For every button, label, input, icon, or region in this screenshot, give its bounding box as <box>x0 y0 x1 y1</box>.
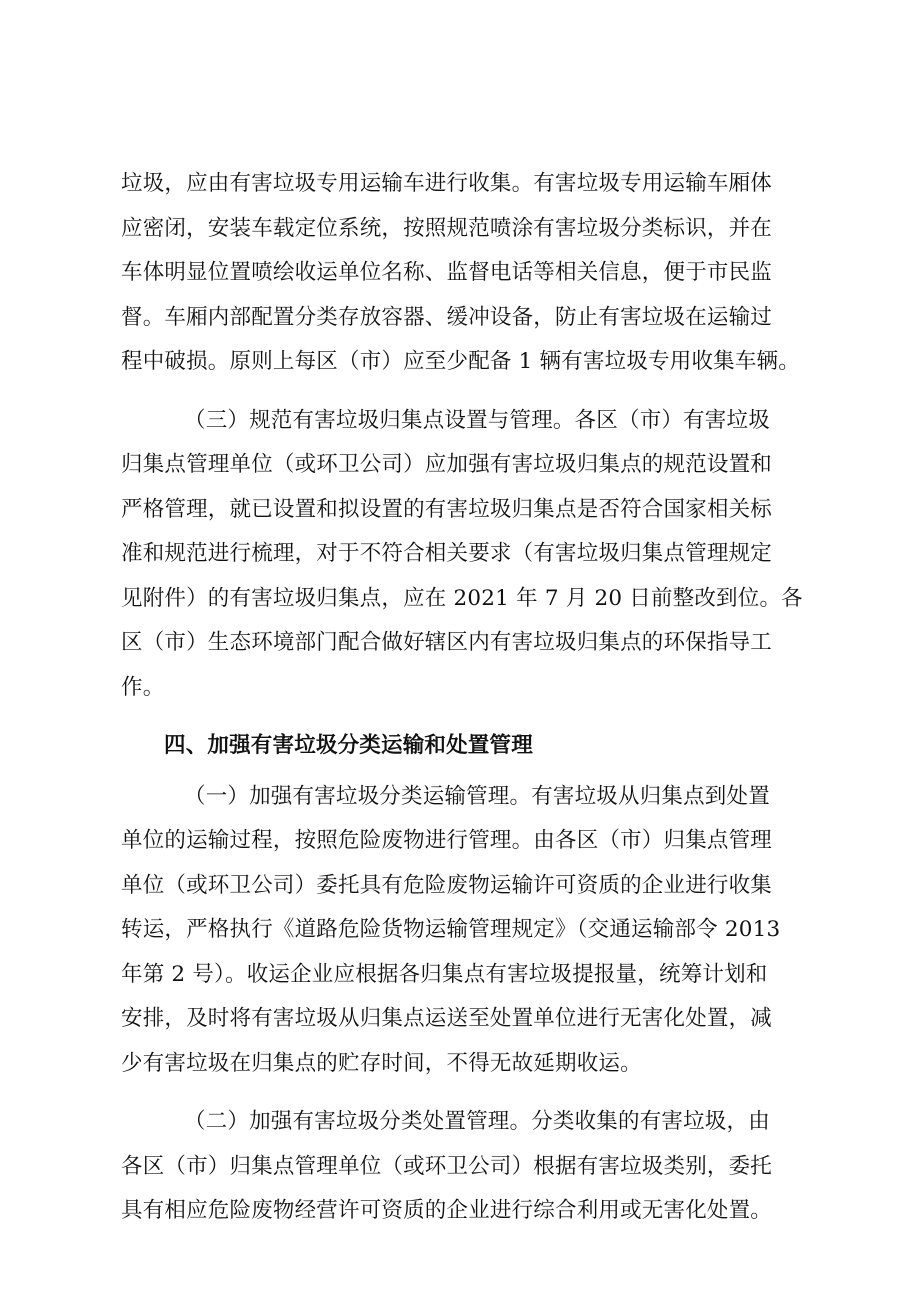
text-line: 作。 <box>121 674 165 700</box>
text-line: 少有害垃圾在归集点的贮存时间，不得无故延期收运。 <box>121 1050 642 1076</box>
text-line: 督。车厢内部配置分类存放容器、缓冲设备，防止有害垃圾在运输过 <box>121 304 773 330</box>
text-line: 严格管理，就已设置和拟设置的有害垃圾归集点是否符合国家相关标 <box>121 496 773 522</box>
text-line: 归集点管理单位（或环卫公司）应加强有害垃圾归集点的规范设置和 <box>121 452 773 477</box>
text-line: 单位的运输过程，按照危险废物进行管理。由各区（市）归集点管理 <box>121 828 773 853</box>
text-line: （一）加强有害垃圾分类运输管理。有害垃圾从归集点到处置 <box>184 783 770 809</box>
text-line: 车体明显位置喷绘收运单位名称、监督电话等相关信息，便于市民监 <box>121 260 773 285</box>
text-line: 转运，严格执行《道路危险货物运输管理规定》（交通运输部令 2013 <box>121 917 781 942</box>
text-line: 各区（市）归集点管理单位（或环卫公司）根据有害垃圾类别，委托 <box>121 1153 773 1179</box>
text-line: （三）规范有害垃圾归集点设置与管理。各区（市）有害垃圾 <box>184 407 770 433</box>
text-line: 见附件）的有害垃圾归集点，应在 2021 年 7 月 20 日前整改到位。各 <box>121 585 803 611</box>
text-line: 区（市）生态环境部门配合做好辖区内有害垃圾归集点的环保指导工 <box>121 630 773 655</box>
paragraph-disposal-management <box>121 1100 811 1234</box>
text-line: （二）加强有害垃圾分类处置管理。分类收集的有害垃圾，由 <box>184 1109 770 1134</box>
paragraph-transport-management <box>121 775 811 1087</box>
text-line: 应密闭，安装车载定位系统，按照规范喷涂有害垃圾分类标识，并在 <box>121 215 773 241</box>
text-line: 垃圾，应由有害垃圾专用运输车进行收集。有害垃圾专用运输车厢体 <box>121 171 773 196</box>
section-heading: 四、加强有害垃圾分类运输和处置管理 <box>164 733 533 758</box>
document-body <box>121 162 811 1234</box>
text-line: 单位（或环卫公司）委托具有危险废物运输许可资质的企业进行收集 <box>121 872 773 898</box>
text-line: 年第 2 号）。收运企业应根据各归集点有害垃圾提报量，统筹计划和 <box>121 961 768 987</box>
text-line: 程中破损。原则上每区（市）应至少配备 1 辆有害垃圾专用收集车辆。 <box>121 349 800 374</box>
text-line: 具有相应危险废物经营许可资质的企业进行综合利用或无害化处置。 <box>121 1198 773 1223</box>
text-line: 准和规范进行梳理，对于不符合相关要求（有害垃圾归集点管理规定 <box>121 541 773 566</box>
paragraph-transport-vehicles <box>121 162 811 385</box>
paragraph-collection-points <box>121 399 811 711</box>
text-line: 安排，及时将有害垃圾从归集点运送至处置单位进行无害化处置，减 <box>121 1006 773 1031</box>
